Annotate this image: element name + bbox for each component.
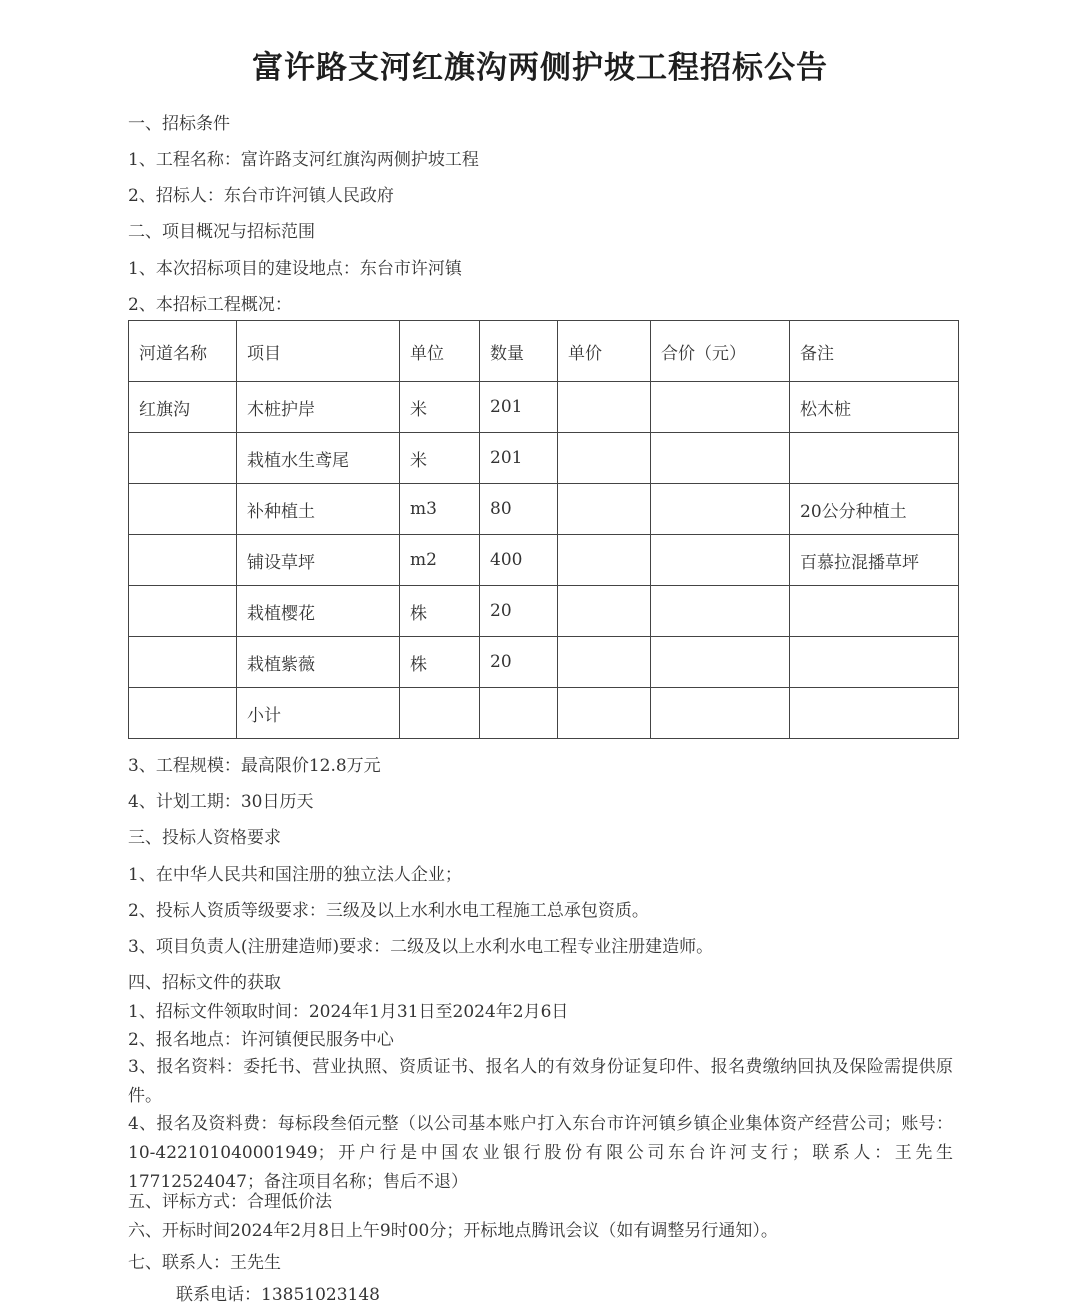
table-cell: 米 bbox=[400, 433, 480, 484]
table-cell bbox=[651, 688, 790, 739]
contact-person: 七、联系人：王先生 bbox=[128, 1253, 281, 1273]
table-cell: 20公分种植土 bbox=[790, 484, 959, 535]
section-heading-conditions: 一、招标条件 bbox=[128, 114, 230, 134]
table-cell: 201 bbox=[480, 433, 558, 484]
header-cell: 合价（元） bbox=[651, 321, 790, 382]
table-cell bbox=[790, 586, 959, 637]
project-scale: 3、工程规模：最高限价12.8万元 bbox=[128, 756, 381, 776]
table-cell bbox=[651, 586, 790, 637]
document-time: 1、招标文件领取时间：2024年1月31日至2024年2月6日 bbox=[128, 1002, 569, 1022]
table-cell bbox=[651, 433, 790, 484]
project-table bbox=[128, 320, 959, 739]
table-cell bbox=[558, 586, 651, 637]
qualification-req-3: 3、项目负责人(注册建造师)要求：二级及以上水利水电工程专业注册建造师。 bbox=[128, 937, 714, 957]
table-cell bbox=[129, 433, 237, 484]
tenderer: 2、招标人：东台市许河镇人民政府 bbox=[128, 186, 394, 206]
table-cell bbox=[129, 637, 237, 688]
qualification-req-1: 1、在中华人民共和国注册的独立法人企业； bbox=[128, 865, 462, 885]
project-name: 1、工程名称：富许路支河红旗沟两侧护坡工程 bbox=[128, 150, 479, 170]
section-heading-qualification: 三、投标人资格要求 bbox=[128, 828, 281, 848]
table-cell: 红旗沟 bbox=[129, 382, 237, 433]
table-cell bbox=[651, 484, 790, 535]
table-row-subtotal bbox=[129, 688, 959, 739]
table-cell: m3 bbox=[400, 484, 480, 535]
header-cell: 河道名称 bbox=[129, 321, 237, 382]
table-cell bbox=[480, 688, 558, 739]
table-row bbox=[129, 637, 959, 688]
table-cell: 400 bbox=[480, 535, 558, 586]
table-cell bbox=[400, 688, 480, 739]
header-cell: 数量 bbox=[480, 321, 558, 382]
table-cell bbox=[129, 484, 237, 535]
table-header-row bbox=[129, 321, 959, 382]
section-heading-documents: 四、招标文件的获取 bbox=[128, 973, 281, 993]
table-cell bbox=[790, 688, 959, 739]
table-cell: 株 bbox=[400, 637, 480, 688]
header-cell: 备注 bbox=[790, 321, 959, 382]
section-heading-overview: 二、项目概况与招标范围 bbox=[128, 222, 315, 242]
table-row bbox=[129, 484, 959, 535]
header-cell: 单位 bbox=[400, 321, 480, 382]
table-cell bbox=[558, 484, 651, 535]
evaluation-method: 五、评标方式：合理低价法 bbox=[128, 1192, 332, 1212]
table-row bbox=[129, 586, 959, 637]
table-cell bbox=[790, 637, 959, 688]
table-cell bbox=[651, 637, 790, 688]
table-cell: 栽植水生鸢尾 bbox=[237, 433, 400, 484]
table-cell: 20 bbox=[480, 586, 558, 637]
opening-time: 六、开标时间2024年2月8日上午9时00分；开标地点腾讯会议（如有调整另行通知）。 bbox=[128, 1221, 778, 1241]
table-cell: 米 bbox=[400, 382, 480, 433]
construction-location: 1、本次招标项目的建设地点：东台市许河镇 bbox=[128, 259, 462, 279]
registration-materials: 3、报名资料：委托书、营业执照、资质证书、报名人的有效身份证复印件、报名费缴纳回执及保险需提供原件。 bbox=[128, 1057, 953, 1106]
table-cell: 补种植土 bbox=[237, 484, 400, 535]
table-cell: 栽植紫薇 bbox=[237, 637, 400, 688]
table-cell: 株 bbox=[400, 586, 480, 637]
table-cell bbox=[129, 688, 237, 739]
table-row bbox=[129, 382, 959, 433]
table-cell bbox=[558, 688, 651, 739]
table-cell: 栽植樱花 bbox=[237, 586, 400, 637]
qualification-req-2: 2、投标人资质等级要求：三级及以上水利水电工程施工总承包资质。 bbox=[128, 901, 649, 921]
header-cell: 项目 bbox=[237, 321, 400, 382]
table-cell bbox=[790, 433, 959, 484]
table-cell bbox=[558, 637, 651, 688]
table-cell: 201 bbox=[480, 382, 558, 433]
table-cell: 80 bbox=[480, 484, 558, 535]
table-cell bbox=[129, 586, 237, 637]
contact-phone: 联系电话：13851023148 bbox=[176, 1285, 380, 1305]
table-row bbox=[129, 535, 959, 586]
table-cell bbox=[129, 535, 237, 586]
page-title: 富许路支河红旗沟两侧护坡工程招标公告 bbox=[252, 50, 828, 86]
table-cell bbox=[651, 382, 790, 433]
table-cell: 百慕拉混播草坪 bbox=[790, 535, 959, 586]
table-cell: 松木桩 bbox=[790, 382, 959, 433]
table-cell bbox=[558, 535, 651, 586]
header-cell: 单价 bbox=[558, 321, 651, 382]
registration-place: 2、报名地点：许河镇便民服务中心 bbox=[128, 1030, 394, 1050]
overview-label: 2、本招标工程概况： bbox=[128, 295, 292, 315]
table-cell bbox=[558, 433, 651, 484]
planned-duration: 4、计划工期：30日历天 bbox=[128, 792, 314, 812]
table-row bbox=[129, 433, 959, 484]
table-cell: 木桩护岸 bbox=[237, 382, 400, 433]
table-cell: m2 bbox=[400, 535, 480, 586]
table-cell: 小计 bbox=[237, 688, 400, 739]
table-cell bbox=[558, 382, 651, 433]
table-cell: 20 bbox=[480, 637, 558, 688]
table-cell: 铺设草坪 bbox=[237, 535, 400, 586]
registration-fee: 4、报名及资料费：每标段叁佰元整（以公司基本账户打入东台市许河镇乡镇企业集体资产经营公司；账号：10-422101040001949；开户行是中国农业银行股份有限公司东台许河支行；联系人：王先生17712524047；备注项目名称；售后不退） bbox=[128, 1114, 953, 1192]
table-cell bbox=[651, 535, 790, 586]
